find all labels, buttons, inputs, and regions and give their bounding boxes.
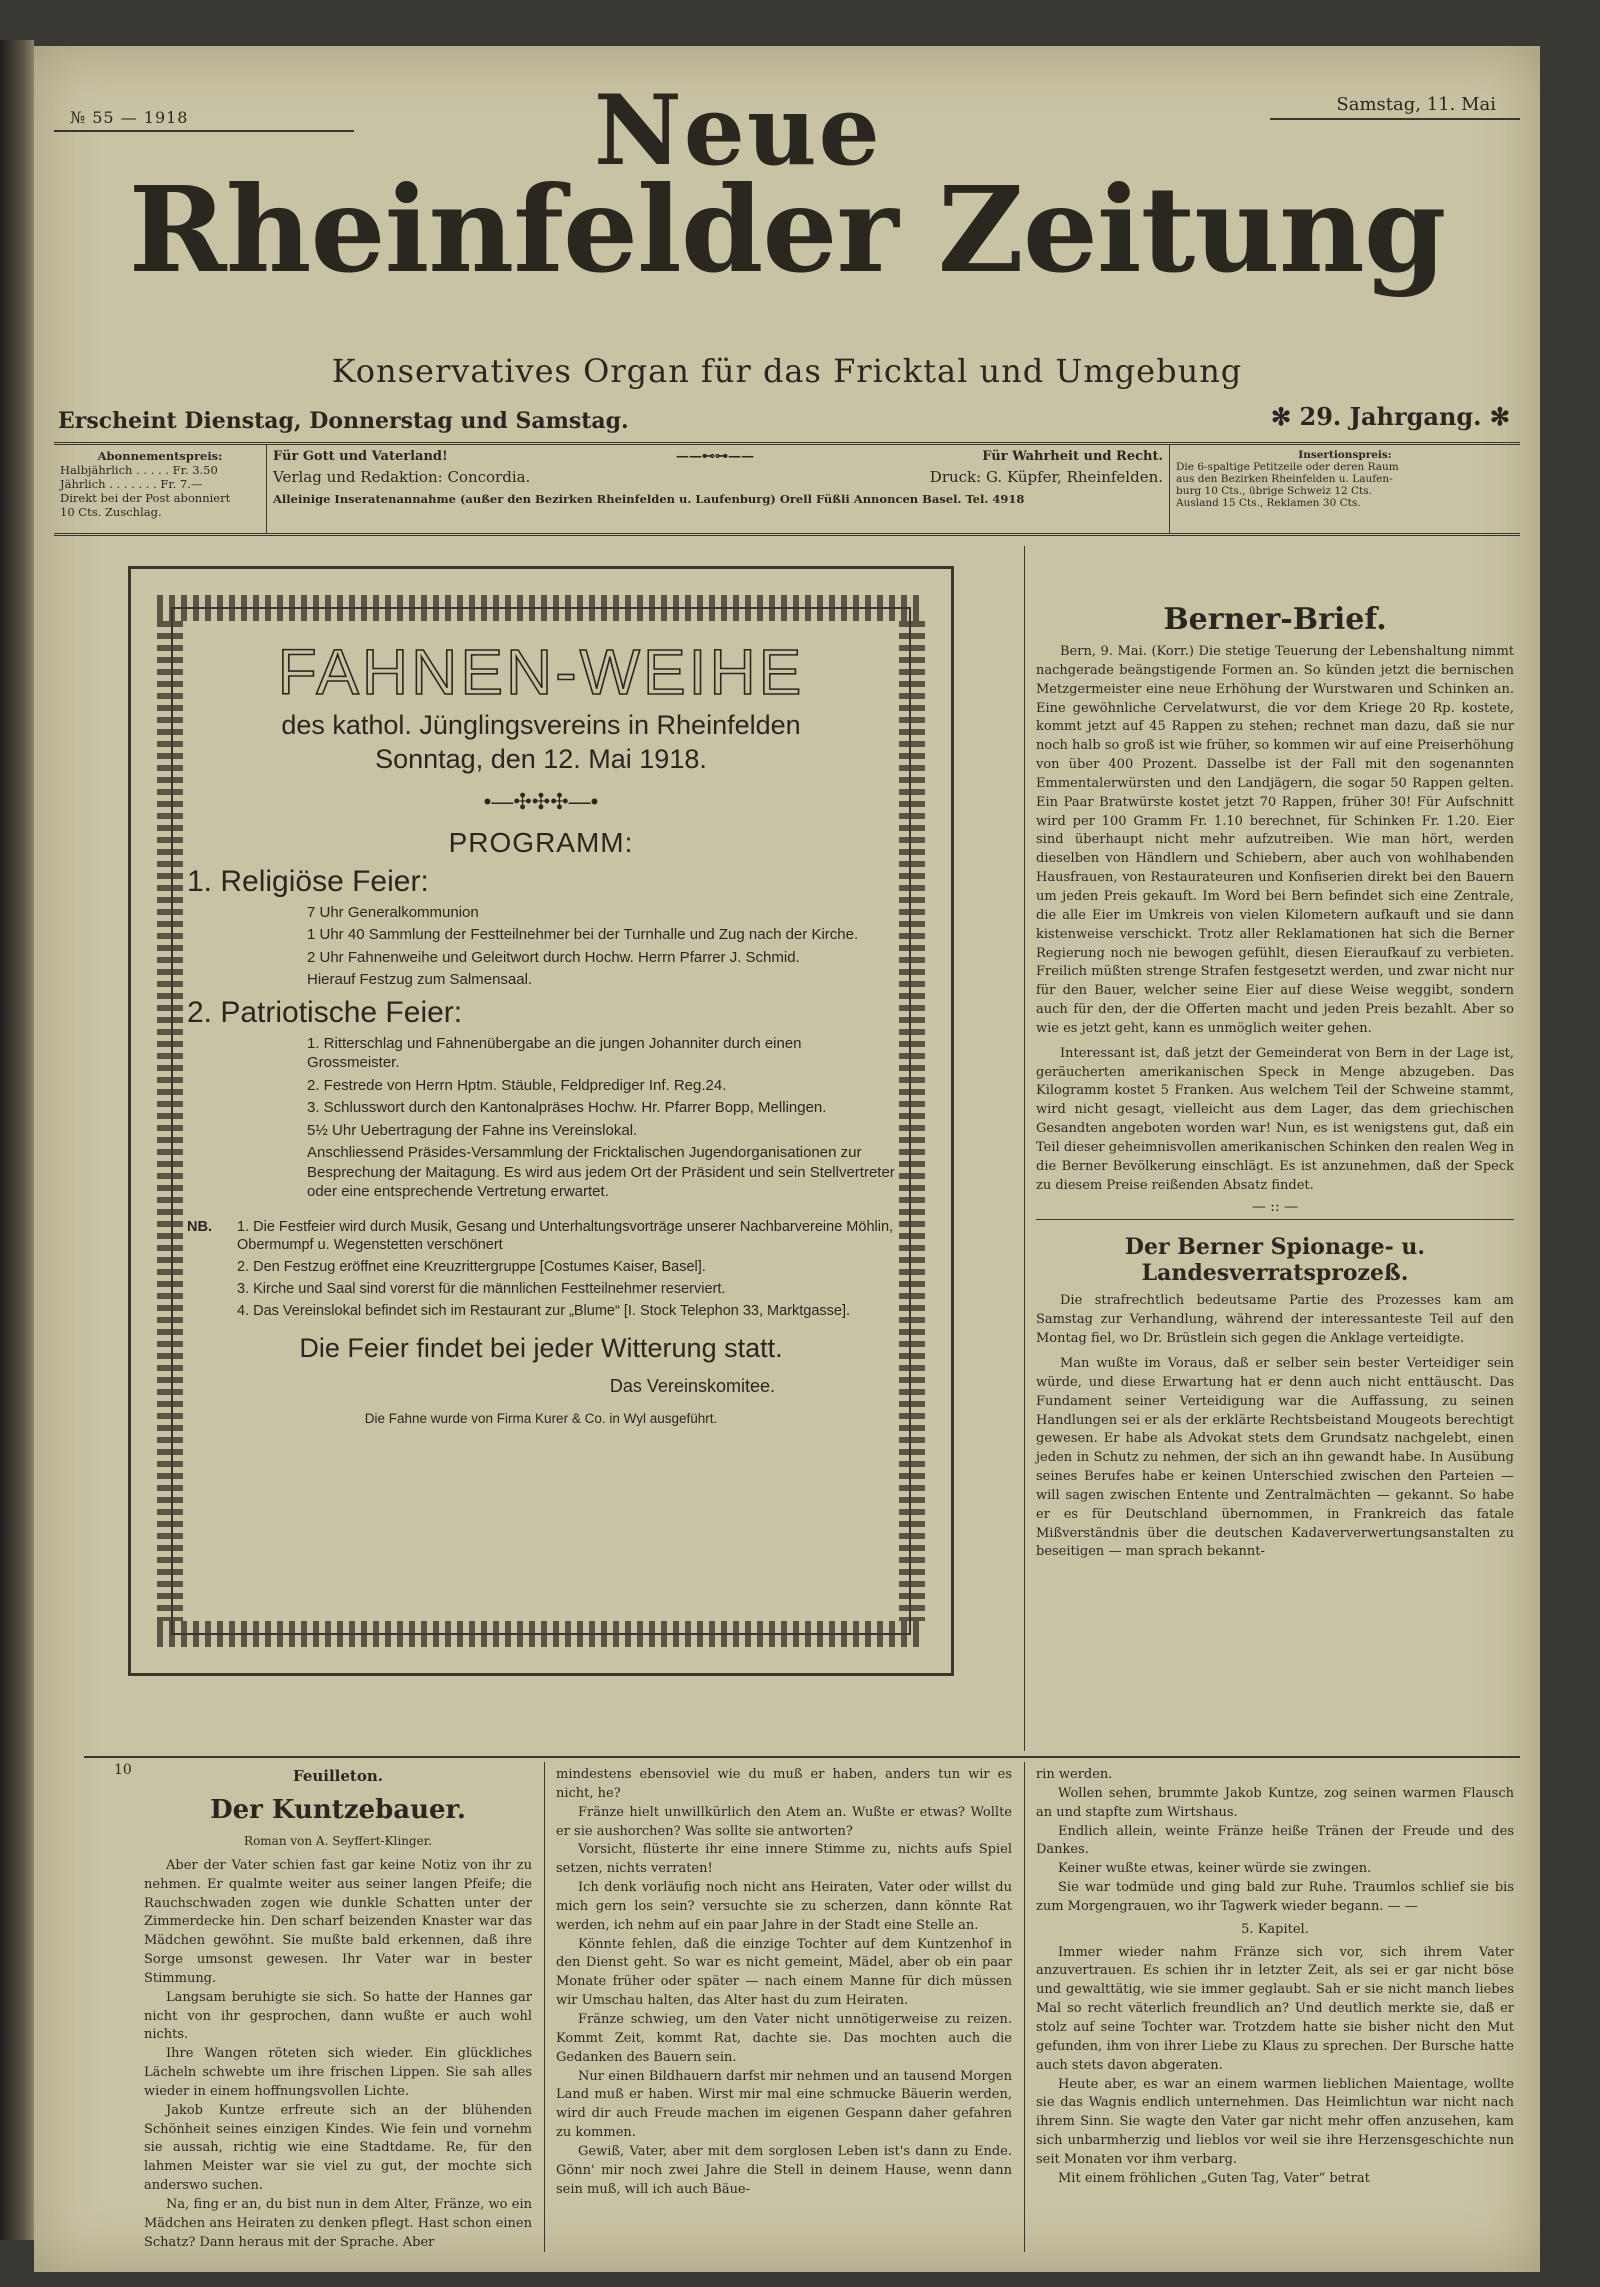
column-rule — [1024, 1762, 1025, 2252]
feuilleton-heading: Feuilleton. — [293, 1767, 383, 1785]
program-item: 2. Festrede von Herrn Hptm. Stäuble, Feldprediger Inf. Reg.24. — [307, 1076, 727, 1094]
nb-item — [187, 1218, 895, 1256]
motto-ornament: ——⊷⊶—— — [676, 449, 754, 464]
insertion-title: Insertionspreis: — [1298, 449, 1392, 461]
insertion-line: aus den Bezirken Rheinfelden u. Laufen- — [1176, 473, 1393, 485]
novel-paragraph: Immer wieder nahm Fränze sich vor, sich ihrem Vater anzuvertrauen. Es schien ihr in letzter Zeit, als sei er gar nicht böse und gewalttätig, wie sie immer geglaubt. Sah er sie nicht manch liebes Mal so recht väterlich freundlich an? Und deutlich merkte sie, daß er stolz auf seine Tochter war. Trotzdem hatte sie bisher nicht den Mut gefunden, ihm von ihrer Liebe zu Klaus zu sprechen. Der Bursche hatte auch stets davon abgeraten. — [1036, 1944, 1514, 2073]
article-paragraph: Man wußte im Voraus, daß er selber sein bester Verteidiger sein würde, und diese Erwartung hat er denn auch nicht enttäuscht. Das Fundament seiner Verteidigung war die Auffassung, zu seinen Handlungen sei er als der erklärte Rechtsbeistand Mougeots berechtigt gewesen. Er habe als Advokat stets dem Grundsatz nachgelebt, einen jeden in Schutz zu nehmen, der sich an ihn gewandt habe. In Ausübung seines Berufes habe er keinen Unterschied zwischen den Parteien — will sagen zwischen Entente und Zentralmächten — gekannt. So habe er es für Deutschland übernommen, in Frankreich das fatale Mißverständnis über die deutschen Kadaververwertungsanstalten zu beseitigen — man sprach bekannt- — [1036, 1356, 1514, 1560]
nb-item — [187, 1258, 895, 1277]
ad-content — [171, 607, 911, 1635]
novel-title: Der Kuntzebauer. — [210, 1794, 466, 1825]
program-item: 2 Uhr Fahnenweihe und Geleitwort durch Hochw. Herrn Pfarrer J. Schmid. — [307, 948, 800, 966]
subscription-line: Halbjährlich . . . . . Fr. 3.50 — [60, 463, 218, 477]
newspaper-title: Rheinfelder Zeitung — [128, 160, 1446, 299]
novel-paragraph: Langsam beruhigte sie sich. So hatte der Hannes gar nicht von ihr gesprochen, dann wußte er auch wohl nichts. — [144, 1989, 532, 2043]
newspaper-page — [34, 46, 1540, 2272]
druck: Druck: G. Küpfer, Rheinfelden. — [929, 468, 1163, 486]
insertion-line: burg 10 Cts., übrige Schweiz 12 Cts. — [1176, 485, 1372, 497]
volume-year: ✻ 29. Jahrgang. ✻ — [1271, 402, 1510, 431]
subscription-line: 10 Cts. Zuschlag. — [60, 505, 162, 519]
page-number: 10 — [114, 1762, 132, 1778]
novel-paragraph: Fränze hielt unwillkürlich den Atem an. Wußte er etwas? Wollte er sie aushorchen? Was sollte sie antworten? — [556, 1804, 1012, 1839]
nb-item — [187, 1280, 895, 1299]
publisher-box — [267, 445, 1170, 533]
committee-signature: Das Vereinskomitee. — [609, 1375, 775, 1396]
issue-number: № 55 — 1918 — [70, 108, 189, 127]
nb-label: NB. — [187, 1218, 212, 1235]
novel-paragraph: Fränze schwieg, um den Vater nicht unnötigerweise zu reizen. Kommt Zeit, kommt Rat, dachte sie. Das mochten auch die Gedanken des Bauern sein. — [556, 2011, 1012, 2065]
column-rule — [1024, 546, 1025, 1751]
weather-note: Die Feier findet bei jeder Witterung statt. — [299, 1332, 783, 1363]
feuilleton-column-3 — [1036, 1766, 1514, 2189]
novel-byline: Roman von A. Seyffert-Klinger. — [244, 1834, 432, 1849]
fahnenweihe-advertisement — [128, 566, 954, 1676]
berner-brief-article — [1036, 602, 1514, 1562]
program-item: 5½ Uhr Uebertragung der Fahne ins Vereinslokal. — [307, 1121, 638, 1139]
novel-paragraph: Könnte fehlen, daß die einzige Tochter auf dem Kuntzenhof in den Dienst geht. So war es nicht gemeint, Mädel, aber ob ein paar Monate früher oder später — nach einem Manne für dich müssen wir Umschau halten, das Alter hast du zum Heiraten. — [556, 1936, 1012, 2009]
novel-paragraph: Ihre Wangen röteten sich wieder. Ein glückliches Lächeln schwebte um ihre frischen Lippen. Sie sah alles wieder in einem hoffnungsvollen Lichte. — [144, 2046, 532, 2099]
subscription-title: Abonnementspreis: — [97, 449, 223, 463]
programm-heading: PROGRAMM: — [448, 826, 634, 858]
chapter-heading: 5. Kapitel. — [1241, 1921, 1309, 1937]
novel-paragraph: Na, fing er an, du bist nun in dem Alter, Fränze, wo ein Mädchen ans Heiraten zu denken pflegt. Hast schon einen Schatz? Dann heraus mit der Sprache. Aber — [144, 2197, 532, 2250]
motto-right: Für Wahrheit und Recht. — [982, 449, 1163, 464]
section-patriotic: 2. Patriotische Feier: — [187, 995, 463, 1029]
issue-date: Samstag, 11. Mai — [1336, 94, 1496, 115]
nb-text: 1. Die Festfeier wird durch Musik, Gesang und Unterhaltungsvorträge unserer Nachbarvereine Möhlin, Obermumpf u. Wegenstetten verschönert — [237, 1218, 894, 1254]
novel-paragraph: Nur einen Bildhauern darfst mir nehmen und an tausend Morgen Land muß er haben. Wirst mir mal eine schmucke Bäuerin werden, wird dir auch Freude machen im eigenen Gespann daher gefahren zu kommen. — [556, 2068, 1012, 2141]
novel-paragraph: Ich denk vorläufig noch nicht ans Heiraten, Vater oder willst du mich gern los sein? versuchte sie zu scherzen, dann könnte Rat werden, ich nehm auf ein paar Jahre in der Stadt eine Stelle an. — [556, 1880, 1012, 1933]
novel-paragraph: Wollen sehen, brummte Jakob Kuntze, zog seinen warmen Flausch an und stapfte zum Wirtshaus. — [1036, 1785, 1514, 1820]
program-item: Anschliessend Präsides-Versammlung der Fricktalischen Jugendorganisationen zur Besprechung der Maitagung. Es wird aus jedem Ort der Präsident und sein Stellvertreter oder eine entsprechende Vertretung erwartet. — [307, 1144, 895, 1200]
nb-text: 2. Den Festzug eröffnet eine Kreuzrittergruppe [Costumes Kaiser, Basel]. — [237, 1259, 706, 1276]
article-separator: — :: — — [1251, 1199, 1299, 1216]
article-title: Berner-Brief. — [1163, 602, 1387, 637]
info-bar — [54, 442, 1520, 536]
novel-paragraph: mindestens ebensoviel wie du muß er haben, anders tun wir es nicht, he? — [556, 1767, 1012, 1801]
section-religious: 1. Religiöse Feier: — [187, 864, 429, 898]
nb-text: 4. Das Vereinslokal befindet sich im Restaurant zur „Blume“ [I. Stock Telephon 33, Marktgasse]. — [237, 1302, 851, 1319]
insertion-line: Die 6-spaltige Petitzeile oder deren Raum — [1176, 461, 1399, 473]
ad-sub2: Sonntag, den 12. Mai 1918. — [375, 743, 707, 774]
nb-item — [187, 1302, 895, 1321]
program-item: 3. Schlusswort durch den Kantonalpräses Hochw. Hr. Pfarrer Bopp, Mellingen. — [307, 1099, 827, 1116]
novel-paragraph: rin werden. — [1036, 1767, 1113, 1782]
article-title-2: Der Berner Spionage- u. Landesverratsprozeß. — [1124, 1234, 1426, 1287]
subscription-line: Jährlich . . . . . . . Fr. 7.— — [60, 477, 203, 491]
novel-paragraph: Jakob Kuntze erfreute sich an der blühenden Schönheit seines einzigen Kindes. Wie fein und vornehm sie aussah, richtig wie eine Stadtdame. Re, für den lahmen Meister war sie viel zu gut, der mochte sich anderswo suchen. — [144, 2102, 532, 2194]
title-neue: Neue — [594, 74, 882, 187]
article-paragraph: Interessant ist, daß jetzt der Gemeinderat von Bern in der Lage ist, geräucherten amerikanischen Speck in Menge abzugeben. Das Kilogramm kostet 5 Franken. Aus welchem Teil der Schweine stammt, wird nicht gesagt, vielleicht aus dem Lager, das dem griechischen Gesandten angeboten worden war! Nun, es ist wenigstens gut, daß ein Teil dieser geheimnisvollen amerikanischen Schinken den realen Weg in die Berner Bevölkerung einschlägt. Es ist anzunehmen, daß der Speck zu diesem Preise reißenden Absatz findet. — [1036, 1045, 1514, 1193]
nb-text: 3. Kirche und Saal sind vorerst für die männlichen Festteilnehmer reserviert. — [237, 1281, 726, 1298]
novel-paragraph: Sie war todmüde und ging bald zur Ruhe. Traumlos schlief sie bis zum Morgengrauen, wo ihr Tagwerk wieder begann. — — — [1036, 1880, 1514, 1914]
verlag: Verlag und Redaktion: Concordia. — [273, 468, 531, 486]
feuilleton-rule — [84, 1756, 1520, 1758]
program-item: 7 Uhr Generalkommunion — [307, 903, 479, 921]
novel-paragraph: Keiner wußte etwas, keiner würde sie zwingen. — [1058, 1861, 1372, 1877]
insertion-line: Ausland 15 Cts., Reklamen 30 Cts. — [1176, 497, 1361, 509]
motto-left: Für Gott und Vaterland! — [273, 449, 448, 464]
ad-acceptance: Alleinige Inseratenannahme (außer den Bezirken Rheinfelden u. Laufenburg) Orell Füßli Annoncen Basel. Tel. 4918 — [273, 492, 1025, 506]
column-rule — [544, 1762, 545, 2252]
insertion-box — [1170, 445, 1520, 533]
novel-paragraph: Heute aber, es war an einem warmen lieblichen Maientage, wollte sie das Wagnis endlich unternehmen. Das Heimlichtun war nicht nach ihrem Sinn. Sie wagte den Vater gar nicht mehr offen anzusehen, kam sich unbarmherzig und lieblos vor weil sie ihre Herzensgeschichte nun seit Monaten vor ihm verbarg. — [1036, 2076, 1514, 2167]
article-paragraph: Bern, 9. Mai. (Korr.) Die stetige Teuerung der Lebenshaltung nimmt nachgerade beängstigende Formen an. So künden jetzt die bernischen Metzgermeister eine neue Erhöhung der Wurstwaren und Schinken an. Eine gewöhnliche Cervelatwurst, die vor dem Kriege 20 Rp. kostete, kommt jetzt auf 45 Rappen zu stehen; rechnet man dazu, daß sie nur noch halb so groß ist wie früher, so kommen wir auf eine Preiserhöhung von über 400 Prozent. Dasselbe ist der Fall mit den sogenannten Emmentalerwürsten und den Landjägern, die sogar 50 Rappen gelten. Ein Paar Bratwürste kostet jetzt 70 Rappen, früher 30! Für Aufschnitt wird per 100 Gramm Fr. 1.10 berechnet, für Schinken Fr. 1.20. Eier sind überhaupt nicht mehr aufzutreiben. Wie man hört, werden dieselben von Händlern und Schiebern, aber auch von wohlhabenden Hausfrauen, von Restaurateuren und Konfiserien direkt bei den Bauern um jeden Preis gekauft. Im Word bei Bern befindet sich eine Zentrale, die alle Eier im Umkreis von vielen Kilometern aufkauft und sie dann kistenweise verschickt. Trotz aller Reklamationen hat sich die Berner Regierung noch nie bewogen gefühlt, diesen Eieraufkauf zu verbieten. Freilich müßten strenge Strafen festgesetzt werden, und zwar nicht nur für den Bauer, welcher seine Eier auf diese Weise weggibt, sondern auch für den, der die Offerten macht und jeden Preis bezahlt. Aber so wie es jetzt geht, kann es unmöglich weiter gehen. — [1036, 644, 1514, 1036]
program-item: 1. Ritterschlag und Fahnenübergabe an die jungen Johanniter durch einen Grossmeister. — [307, 1034, 802, 1071]
feuilleton-column-1 — [144, 1766, 532, 2253]
subscription-line: Direkt bei der Post abonniert — [60, 491, 231, 505]
ad-sub1: des kathol. Jünglingsvereins in Rheinfelden — [281, 710, 801, 740]
subtitle: Konservatives Organ für das Fricktal und Umgebung — [331, 352, 1243, 390]
program-item: 1 Uhr 40 Sammlung der Festteilnehmer bei der Turnhalle und Zug nach der Kirche. — [307, 926, 859, 943]
novel-paragraph: Aber der Vater schien fast gar keine Notiz von ihr zu nehmen. Er qualmte weiter aus seiner langen Pfeife; die Rauchschwaden zogen wie dunkle Schatten unter der Zimmerdecke hin. Den scharf beizenden Knaster war das Mädchen gewöhnt. Sie mußte bald erkennen, daß ihre Sorge umsonst gewesen. Ihr Vater war in bester Stimmung. — [144, 1857, 532, 1986]
novel-paragraph: Mit einem fröhlichen „Guten Tag, Vater“ betrat — [1058, 2170, 1370, 2186]
article-paragraph: Die strafrechtlich bedeutsame Partie des Prozesses kam am Samstag zur Verhandlung, während der interessanteste Teil auf den Montag fiel, wo Dr. Brüstlein sich gegen die Anklage verteidigte. — [1036, 1293, 1514, 1347]
novel-paragraph: Gewiß, Vater, aber mit dem sorglosen Leben ist's dann zu Ende. Gönn' mir noch zwei Jahre die Stell in deinem Hause, wenn dann sein muß, will ich auch Bäue- — [556, 2143, 1012, 2197]
ornament-divider: •—✣✣✣—• — [483, 788, 599, 814]
issue-rule — [54, 130, 354, 132]
feuilleton-column-2 — [556, 1766, 1012, 2199]
program-item: Hierauf Festzug zum Salmensaal. — [307, 971, 533, 988]
binding-spine — [0, 40, 34, 2240]
publication-days: Erscheint Dienstag, Donnerstag und Samstag. — [58, 408, 629, 434]
ad-headline: FAHNEN-WEIHE — [277, 636, 805, 708]
flag-maker-note: Die Fahne wurde von Firma Kurer & Co. in Wyl ausgeführt. — [364, 1410, 718, 1426]
date-rule — [1270, 118, 1520, 120]
novel-paragraph: Vorsicht, flüsterte ihr eine innere Stimme zu, nichts aufs Spiel setzen, nichts verraten! — [556, 1842, 1012, 1877]
novel-paragraph: Endlich allein, weinte Fränze heiße Tränen der Freude und des Dankes. — [1036, 1823, 1514, 1858]
subscription-box — [54, 445, 267, 533]
